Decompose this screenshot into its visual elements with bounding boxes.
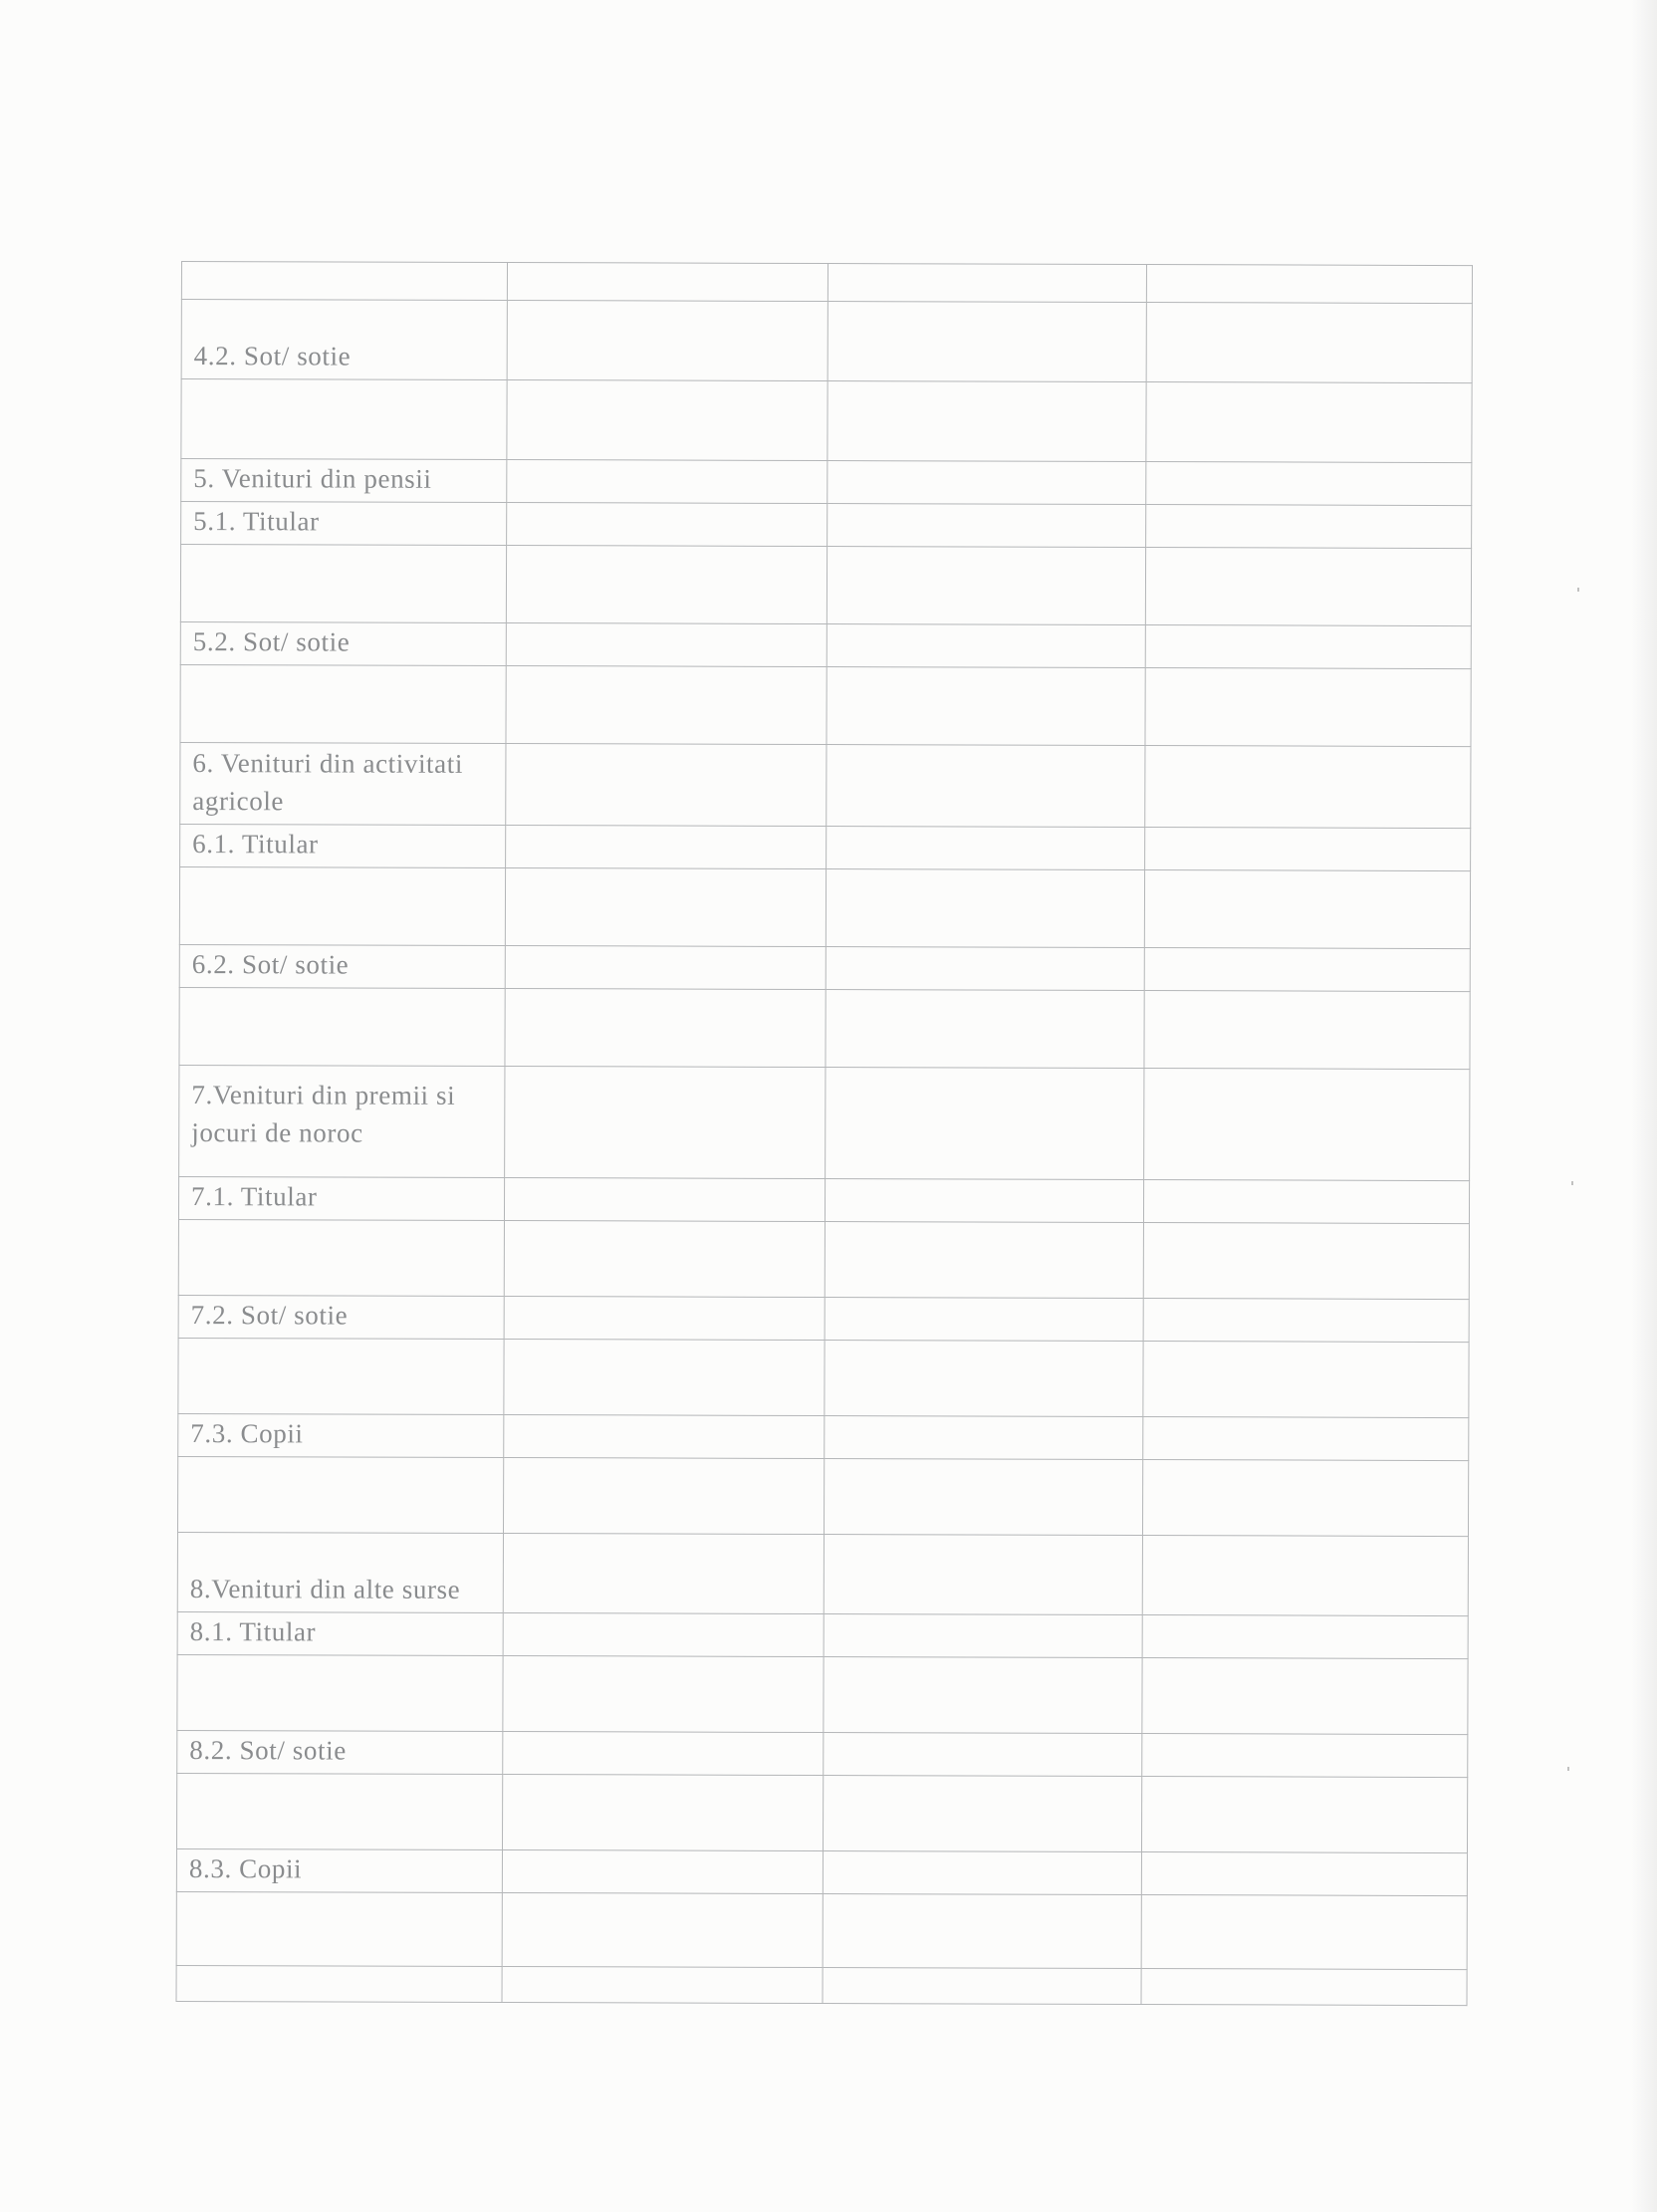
value-cell — [1144, 991, 1470, 1070]
row-label: 5.1. Titular — [181, 502, 507, 546]
value-cell — [1145, 548, 1471, 626]
table-row — [177, 1532, 1468, 1615]
table-row — [178, 1219, 1469, 1299]
value-cell — [1141, 1969, 1467, 2006]
value-cell — [503, 1458, 824, 1535]
section-heading: 5. Venituri din pensii — [181, 459, 507, 503]
value-cell — [1146, 505, 1472, 549]
row-label — [178, 1338, 504, 1414]
row-label: 8.2. Sot/ sotie — [177, 1730, 503, 1774]
table-row — [177, 1456, 1468, 1536]
table-row — [181, 379, 1472, 463]
value-cell — [1146, 265, 1472, 304]
value-cell — [503, 1732, 824, 1776]
value-cell — [502, 1850, 823, 1894]
value-cell — [1144, 870, 1470, 949]
value-cell — [1144, 948, 1470, 992]
table-row — [181, 459, 1472, 506]
value-cell — [826, 947, 1144, 991]
value-cell — [1145, 828, 1471, 871]
value-cell — [1143, 1180, 1469, 1224]
value-cell — [1142, 1658, 1468, 1735]
table-row — [180, 824, 1471, 870]
table-row — [181, 262, 1472, 304]
value-cell — [825, 1298, 1143, 1342]
table-row — [178, 1176, 1469, 1223]
row-label: 7.2. Sot/ sotie — [178, 1295, 504, 1339]
table-row — [179, 866, 1470, 948]
value-cell — [507, 503, 828, 547]
value-cell — [1146, 462, 1472, 506]
row-label — [181, 262, 507, 301]
value-cell — [826, 869, 1144, 948]
table-row — [177, 1730, 1468, 1777]
value-cell — [1141, 1777, 1467, 1853]
value-cell — [506, 623, 827, 667]
value-cell — [506, 546, 827, 624]
table-row — [176, 1848, 1467, 1895]
value-cell — [504, 1178, 825, 1222]
row-label — [176, 1965, 502, 2002]
table-row — [180, 621, 1471, 668]
value-cell — [507, 263, 828, 302]
row-label: 6.1. Titular — [180, 824, 506, 867]
value-cell — [507, 380, 828, 461]
value-cell — [828, 302, 1146, 382]
table-row — [176, 1773, 1467, 1852]
row-label: 4.2. Sot/ sotie — [181, 300, 507, 380]
value-cell — [1145, 746, 1471, 829]
scan-edge-shadow — [1631, 0, 1657, 2212]
value-cell — [825, 1416, 1143, 1460]
value-cell — [825, 1341, 1143, 1417]
table-row — [181, 300, 1472, 383]
table-row — [176, 1965, 1467, 2005]
value-cell — [1142, 1460, 1468, 1537]
value-cell — [1141, 1852, 1467, 1896]
value-cell — [1142, 1536, 1468, 1616]
row-label — [176, 1891, 502, 1966]
value-cell — [504, 1297, 825, 1341]
row-label: 6.2. Sot/ sotie — [179, 944, 505, 988]
value-cell — [1145, 668, 1471, 747]
value-cell — [827, 745, 1145, 828]
value-cell — [507, 301, 828, 381]
table-row — [181, 502, 1472, 549]
value-cell — [503, 1656, 824, 1733]
row-label — [176, 1773, 502, 1849]
value-cell — [507, 460, 828, 504]
value-cell — [1143, 1417, 1469, 1461]
value-cell — [827, 827, 1145, 870]
table-row — [177, 1611, 1468, 1658]
value-cell — [505, 1067, 826, 1179]
value-cell — [502, 1775, 823, 1851]
value-cell — [824, 1614, 1142, 1658]
value-cell — [1142, 1615, 1468, 1659]
section-heading: 6. Venituri din activitati agricole — [180, 742, 506, 825]
row-label — [180, 664, 506, 743]
row-label: 7.3. Copii — [178, 1413, 504, 1457]
row-label — [177, 1456, 503, 1533]
value-cell — [504, 1221, 825, 1298]
value-cell — [823, 1776, 1141, 1852]
value-cell — [827, 667, 1145, 746]
value-cell — [1143, 1223, 1469, 1300]
value-cell — [826, 990, 1144, 1069]
value-cell — [823, 1968, 1141, 2005]
table-row — [177, 1654, 1468, 1734]
row-label: 7.1. Titular — [178, 1176, 504, 1220]
value-cell — [502, 1967, 823, 2004]
value-cell — [1145, 625, 1471, 669]
row-label — [180, 545, 506, 623]
row-label: 8.1. Titular — [177, 1611, 503, 1655]
table-row — [178, 1338, 1469, 1417]
section-heading: 8.Venituri din alte surse — [177, 1532, 503, 1612]
value-cell — [828, 264, 1146, 303]
value-cell — [827, 547, 1145, 625]
row-label — [181, 379, 507, 460]
table-row — [180, 742, 1471, 828]
income-declaration-table — [176, 261, 1473, 2006]
value-cell — [505, 989, 826, 1068]
value-cell — [502, 1893, 823, 1968]
table-row — [179, 1065, 1470, 1180]
value-cell — [828, 504, 1146, 548]
row-label — [179, 866, 505, 945]
value-cell — [1142, 1734, 1468, 1778]
value-cell — [824, 1535, 1142, 1615]
row-label — [178, 1219, 504, 1296]
value-cell — [1141, 1895, 1467, 1970]
table-row — [179, 987, 1470, 1069]
value-cell — [826, 1068, 1144, 1180]
value-cell — [824, 1657, 1142, 1734]
value-cell — [503, 1534, 824, 1614]
value-cell — [504, 1415, 825, 1459]
row-label: 5.2. Sot/ sotie — [180, 621, 506, 665]
value-cell — [823, 1851, 1141, 1895]
value-cell — [506, 826, 827, 869]
value-cell — [505, 868, 826, 947]
value-cell — [1143, 1299, 1469, 1343]
value-cell — [1144, 1069, 1470, 1181]
value-cell — [825, 1222, 1143, 1299]
scan-speck — [1571, 1181, 1573, 1185]
value-cell — [825, 1179, 1143, 1223]
table-row — [179, 944, 1470, 991]
value-cell — [828, 461, 1146, 505]
value-cell — [505, 946, 826, 990]
value-cell — [824, 1733, 1142, 1777]
row-label — [179, 987, 505, 1066]
row-label: 8.3. Copii — [176, 1848, 502, 1892]
value-cell — [504, 1340, 825, 1416]
table-row — [178, 1413, 1469, 1460]
value-cell — [1146, 382, 1472, 463]
table-row — [178, 1295, 1469, 1342]
value-cell — [828, 381, 1146, 462]
table-row — [176, 1891, 1467, 1969]
value-cell — [503, 1613, 824, 1657]
section-heading: 7.Venituri din premii si jocuri de noroc — [179, 1065, 505, 1177]
value-cell — [506, 744, 827, 827]
value-cell — [827, 624, 1145, 668]
value-cell — [1146, 303, 1472, 383]
value-cell — [823, 1894, 1141, 1969]
value-cell — [824, 1459, 1142, 1536]
table-row — [180, 545, 1471, 626]
table-row — [180, 664, 1471, 746]
scan-speck — [1577, 588, 1579, 592]
value-cell — [1143, 1342, 1469, 1418]
value-cell — [506, 666, 827, 745]
scan-speck — [1567, 1767, 1569, 1771]
row-label — [177, 1654, 503, 1731]
